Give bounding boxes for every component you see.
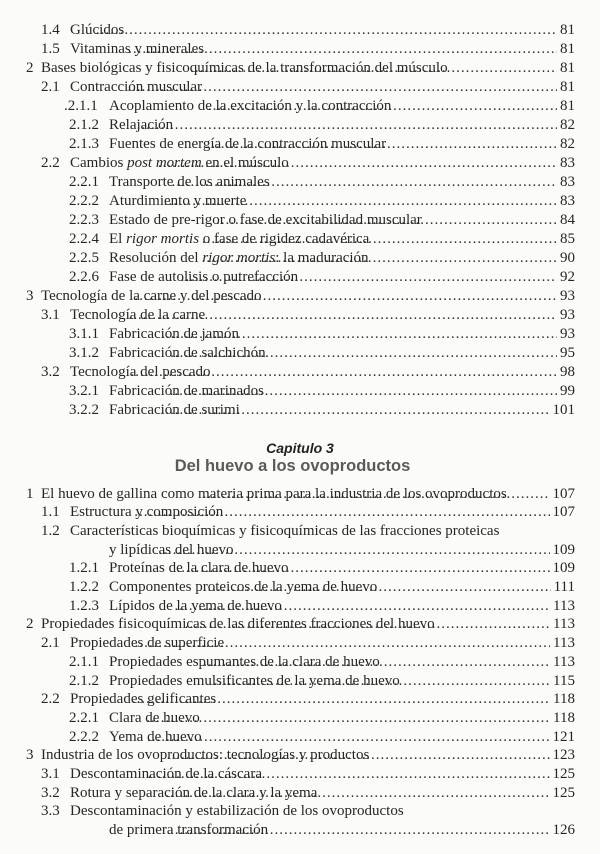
dot-leader bbox=[177, 559, 550, 578]
toc-entry-title bbox=[109, 97, 392, 116]
toc-entry[interactable] bbox=[0, 522, 575, 541]
toc-page-number: 81 bbox=[560, 59, 575, 76]
toc-entry-number: 3 bbox=[26, 287, 34, 304]
dot-leader bbox=[216, 211, 557, 230]
toc-entry-title bbox=[41, 485, 507, 504]
toc-entry[interactable] bbox=[0, 173, 575, 192]
title-text: Vitaminas y minerales bbox=[70, 40, 205, 57]
toc-entry-title bbox=[109, 382, 264, 401]
toc-page-number: 93 bbox=[560, 306, 575, 323]
toc-entry[interactable] bbox=[0, 211, 575, 230]
dot-leader bbox=[135, 634, 550, 653]
toc-entry-title bbox=[109, 728, 202, 747]
dot-leader bbox=[158, 541, 549, 560]
dot-leader bbox=[202, 249, 557, 268]
toc-page-number: 84 bbox=[560, 211, 575, 228]
toc-entry-title bbox=[70, 784, 318, 803]
toc-entry[interactable] bbox=[0, 135, 575, 154]
toc-entry-number: 3.2 bbox=[41, 363, 60, 380]
chapter-label: Capitulo 3 bbox=[266, 440, 334, 456]
toc-entry[interactable] bbox=[0, 672, 575, 691]
toc-page-number: 113 bbox=[553, 653, 575, 670]
title-text: Estructura y composición bbox=[70, 504, 224, 521]
toc-entry-number: 1.2 bbox=[41, 522, 60, 539]
toc-entry[interactable] bbox=[0, 268, 575, 287]
title-text: y lipídicas del huevo bbox=[109, 541, 234, 558]
toc-entry-number: 3 bbox=[26, 747, 34, 764]
toc-entry-number: 2 bbox=[26, 616, 34, 633]
title-text: Fabricación de salchichón bbox=[109, 344, 266, 361]
toc-entry-number: 3.3 bbox=[41, 803, 60, 820]
toc-entry-number: 1.5 bbox=[41, 40, 60, 57]
dot-leader bbox=[134, 503, 549, 522]
title-text: Propiedades gelificantes bbox=[70, 691, 217, 708]
toc-entry[interactable] bbox=[0, 382, 575, 401]
toc-page-number: 101 bbox=[552, 401, 575, 418]
toc-page-number: 121 bbox=[552, 728, 575, 745]
toc-entry[interactable] bbox=[0, 485, 575, 504]
toc-page-number: 113 bbox=[553, 616, 575, 633]
toc-entry[interactable] bbox=[0, 541, 575, 560]
toc-entry-number: 2.2.2 bbox=[69, 728, 99, 745]
toc-entry-number: 2.2.1 bbox=[69, 173, 99, 190]
title-text: Aturdimiento y muerte bbox=[109, 192, 247, 209]
toc-entry[interactable] bbox=[0, 615, 575, 634]
toc-entry-number: 1 bbox=[26, 485, 34, 502]
dot-leader bbox=[165, 784, 549, 803]
title-text: Propiedades fisicoquímicas de las diferentes fracciones del huevo bbox=[41, 616, 435, 633]
dot-leader bbox=[161, 401, 550, 420]
toc-page-number: 81 bbox=[560, 97, 575, 114]
toc-entry-number: 3.1 bbox=[41, 306, 60, 323]
toc-entry[interactable] bbox=[0, 690, 575, 709]
title-text: Tecnología de la carne bbox=[70, 306, 206, 323]
toc-page-number: 83 bbox=[560, 154, 575, 171]
toc-entry-title bbox=[109, 116, 174, 135]
toc-entry-number: 2.2.1 bbox=[69, 709, 99, 726]
dot-leader bbox=[167, 746, 550, 765]
toc-page-number: 113 bbox=[553, 597, 575, 614]
toc-entry-title bbox=[109, 135, 387, 154]
toc-entry[interactable] bbox=[0, 401, 575, 420]
toc-entry-title bbox=[70, 78, 203, 97]
title-italic: post mortem bbox=[127, 154, 202, 171]
toc-page-number: 118 bbox=[553, 709, 575, 726]
toc-entry-number: 2.1 bbox=[41, 635, 60, 652]
toc-page-number: 85 bbox=[560, 230, 575, 247]
toc-entry-number: 2.2.5 bbox=[69, 249, 99, 266]
toc-entry[interactable] bbox=[0, 40, 575, 59]
dot-leader bbox=[146, 709, 550, 728]
toc-entry-title bbox=[41, 59, 448, 78]
toc-entry-number: 3.2.2 bbox=[69, 401, 99, 418]
toc-entry[interactable] bbox=[0, 21, 575, 40]
dot-leader bbox=[147, 728, 549, 747]
toc-entry-title bbox=[70, 690, 217, 709]
title-text: Tecnología del pescado bbox=[70, 363, 211, 380]
dot-leader bbox=[208, 97, 557, 116]
toc-entry-number: 2.2 bbox=[41, 691, 60, 708]
toc-entry-title bbox=[109, 672, 400, 691]
toc-entry-title bbox=[70, 802, 404, 821]
toc-page-number: 125 bbox=[552, 766, 575, 782]
dot-leader bbox=[202, 485, 549, 504]
title-text: Descontaminación y estabilización de los ovoproductos bbox=[70, 803, 404, 820]
toc-entry-title bbox=[70, 363, 211, 382]
toc-page-number: 126 bbox=[552, 822, 575, 839]
title-text: Rotura y separación de la clara y la yema bbox=[70, 784, 318, 801]
title-italic: rigor mortis bbox=[126, 230, 200, 247]
toc-entry-title bbox=[109, 268, 299, 287]
title-text: Fabricación de surimi bbox=[109, 401, 240, 418]
toc-entry-number: 2.1 bbox=[41, 78, 60, 95]
toc-entry-number: 2.1.1 bbox=[69, 653, 99, 670]
toc-entry-title bbox=[109, 249, 369, 268]
toc-entry[interactable] bbox=[0, 728, 575, 747]
dot-leader bbox=[174, 597, 550, 616]
toc-page-number: 107 bbox=[552, 485, 575, 502]
dot-leader bbox=[127, 78, 557, 97]
toc-entry-title bbox=[41, 287, 262, 306]
title-text: : la maduración bbox=[275, 249, 369, 266]
toc-entry-title bbox=[109, 597, 282, 616]
dot-leader bbox=[170, 382, 557, 401]
toc-entry-number: 2.1.2 bbox=[69, 672, 99, 689]
toc-entry-number: 1.2.3 bbox=[69, 597, 99, 614]
dot-leader bbox=[148, 765, 550, 784]
toc-entry-title bbox=[109, 653, 380, 672]
toc-entry-number: 3.1.1 bbox=[69, 325, 99, 342]
toc-entry-number: 3.1.2 bbox=[69, 344, 99, 361]
dot-leader bbox=[181, 268, 557, 287]
title-text: Acoplamiento de la excitación y la contracción bbox=[109, 97, 392, 114]
title-text: Proteínas de la clara de huevo bbox=[109, 560, 289, 577]
toc-entry-title bbox=[109, 325, 239, 344]
toc-entry-title bbox=[109, 821, 269, 840]
toc-page-number: 81 bbox=[560, 78, 575, 95]
chapter-title: Del huevo a los ovoproductos bbox=[174, 457, 411, 475]
toc-entry-number: 2 bbox=[26, 59, 34, 76]
title-text: Fabricación de marinados bbox=[109, 382, 264, 399]
toc-entry[interactable] bbox=[0, 802, 575, 821]
title-text: Contracción muscular bbox=[70, 78, 203, 95]
title-text: Resolución del bbox=[109, 249, 203, 266]
dot-leader bbox=[161, 325, 557, 344]
title-text: Yema de huevo bbox=[109, 728, 202, 745]
toc-entry-title bbox=[109, 541, 234, 560]
dot-leader bbox=[128, 40, 557, 59]
title-text: Propiedades de superficie bbox=[70, 635, 225, 652]
toc-entry-title bbox=[109, 709, 200, 728]
toc-page-number: 109 bbox=[552, 541, 575, 558]
dot-leader bbox=[206, 135, 557, 154]
toc-entry[interactable] bbox=[0, 597, 575, 616]
toc-entry-number: 1.2.2 bbox=[69, 579, 99, 595]
toc-entry[interactable] bbox=[0, 116, 575, 135]
title-text: Tecnología de la carne y del pescado bbox=[41, 287, 262, 304]
toc-page-number: 123 bbox=[552, 747, 575, 764]
dot-leader bbox=[135, 287, 557, 306]
toc-entry[interactable] bbox=[0, 344, 575, 363]
toc-entry[interactable] bbox=[0, 765, 575, 784]
title-text: Bases biológicas y fisicoquímicas de la transformación del músculo bbox=[41, 59, 448, 76]
toc-page-number: 98 bbox=[560, 363, 575, 380]
toc-entry-number: 1.1 bbox=[41, 504, 60, 521]
dot-leader bbox=[203, 578, 551, 597]
toc-entry[interactable] bbox=[0, 578, 575, 597]
dot-leader bbox=[190, 59, 557, 78]
toc-entry-title bbox=[70, 306, 206, 325]
toc-entry-title bbox=[41, 746, 370, 765]
toc-entry-number: 2.1.2 bbox=[69, 116, 99, 133]
title-text: Clara de huevo bbox=[109, 709, 200, 726]
toc-entry-number: 3.2 bbox=[41, 784, 60, 801]
title-text: Propiedades espumantes de la clara de huevo bbox=[109, 653, 380, 670]
toc-page-number: 109 bbox=[552, 560, 575, 577]
toc-entry-title bbox=[70, 522, 499, 541]
toc-entry-title bbox=[109, 230, 370, 249]
toc-entry-title bbox=[109, 173, 270, 192]
title-text: o fase de rigidez cadavérica bbox=[199, 230, 370, 247]
dot-leader bbox=[209, 672, 550, 691]
dot-leader bbox=[203, 653, 550, 672]
title-text: Descontaminación de la cáscara bbox=[70, 766, 262, 782]
toc-entry[interactable] bbox=[0, 325, 575, 344]
toc-page-number: 93 bbox=[560, 325, 575, 342]
toc-entry-title bbox=[109, 401, 240, 420]
dot-leader bbox=[96, 21, 557, 40]
toc-entry-title bbox=[109, 192, 247, 211]
title-text: Fabricación de jamón bbox=[109, 325, 239, 342]
toc-entry-title bbox=[70, 765, 262, 784]
toc-page-number: 125 bbox=[552, 784, 575, 801]
toc-entry[interactable] bbox=[0, 363, 575, 382]
toc-entry-number: 1.2.1 bbox=[69, 560, 99, 577]
title-text: de primera transformación bbox=[109, 822, 269, 839]
title-italic: rigor mortis bbox=[202, 249, 276, 266]
title-text: Lípidos de la yema de huevo bbox=[109, 597, 282, 614]
toc-entry-title bbox=[109, 344, 266, 363]
toc-entry-title bbox=[109, 211, 422, 230]
toc-entry[interactable] bbox=[0, 230, 575, 249]
toc-entry-title bbox=[109, 559, 289, 578]
dot-leader bbox=[172, 173, 558, 192]
toc-entry-number: 2.1.3 bbox=[69, 135, 99, 152]
toc-entry[interactable] bbox=[0, 97, 575, 116]
toc-entry-title bbox=[41, 615, 435, 634]
toc-entry[interactable] bbox=[0, 154, 575, 173]
toc-page-number: 83 bbox=[560, 173, 575, 190]
title-text: Glúcidos bbox=[70, 21, 125, 38]
toc-entry-number: 2.2 bbox=[41, 154, 60, 171]
toc-page-number: 95 bbox=[560, 344, 575, 361]
toc-page-number: 82 bbox=[560, 116, 575, 133]
toc-entry[interactable] bbox=[0, 249, 575, 268]
toc-entry[interactable] bbox=[0, 746, 575, 765]
toc-entry[interactable] bbox=[0, 709, 575, 728]
toc-entry-number: 3.1 bbox=[41, 766, 60, 782]
toc-entry[interactable] bbox=[0, 784, 575, 803]
title-text: Industria de los ovoproductos: tecnologías y productos bbox=[41, 747, 370, 764]
toc-page-number: 118 bbox=[553, 691, 575, 708]
toc-entry-number: 3.2.1 bbox=[69, 382, 99, 399]
toc-entry-number: 1.4 bbox=[41, 21, 60, 38]
toc-entry-title bbox=[109, 578, 378, 597]
title-text: Características bioquímicas y fisicoquímicas de las fracciones proteicas bbox=[70, 522, 500, 539]
dot-leader bbox=[185, 615, 550, 634]
toc-entry[interactable] bbox=[0, 306, 575, 325]
toc-entry-title bbox=[70, 634, 225, 653]
dot-leader bbox=[132, 690, 550, 709]
title-text: Estado de pre-rigor o fase de excitabilidad muscular bbox=[109, 211, 422, 228]
toc-entry[interactable] bbox=[0, 78, 575, 97]
dot-leader bbox=[129, 306, 558, 325]
dot-leader bbox=[202, 230, 557, 249]
dot-leader bbox=[137, 116, 557, 135]
toc-page-number: 83 bbox=[560, 192, 575, 209]
toc-page-number: 81 bbox=[560, 40, 575, 57]
toc-entry[interactable] bbox=[0, 59, 575, 78]
toc-entry-number: 2.2.2 bbox=[69, 192, 99, 209]
toc-page-number: 107 bbox=[552, 504, 575, 521]
toc-entry-number: 2.2.3 bbox=[69, 211, 99, 228]
toc-entry[interactable] bbox=[0, 653, 575, 672]
title-text: Cambios bbox=[70, 154, 128, 171]
toc-entry[interactable] bbox=[0, 559, 575, 578]
title-text: El huevo de gallina como materia prima para la industria de los ovoproductos bbox=[41, 485, 507, 502]
toc-entry[interactable] bbox=[0, 192, 575, 211]
dot-leader bbox=[164, 192, 557, 211]
toc-entry-title bbox=[70, 503, 224, 522]
dot-leader bbox=[170, 821, 550, 840]
dot-leader bbox=[158, 154, 557, 173]
title-text: Fuentes de energía de la contracción muscular bbox=[109, 135, 387, 152]
title-text: Componentes proteicos de la yema de huevo bbox=[109, 579, 378, 595]
toc-entry[interactable] bbox=[0, 503, 575, 522]
title-text: en el músculo bbox=[201, 154, 289, 171]
toc-entry[interactable] bbox=[0, 634, 575, 653]
toc-page-number: 115 bbox=[553, 672, 575, 689]
title-text: Transporte de los animales bbox=[109, 173, 270, 190]
title-text: El bbox=[109, 230, 127, 247]
toc-page-number: 99 bbox=[560, 382, 575, 399]
toc-page-number: 111 bbox=[553, 579, 575, 595]
toc-entry[interactable] bbox=[0, 287, 575, 306]
toc-entry-title bbox=[70, 40, 205, 59]
title-text: Relajación bbox=[109, 116, 174, 133]
dot-leader bbox=[170, 344, 557, 363]
dot-leader bbox=[131, 363, 557, 382]
toc-entry-number: 2.2.6 bbox=[69, 268, 99, 285]
toc-entry-title bbox=[70, 154, 289, 173]
toc-page-number: 90 bbox=[560, 249, 575, 266]
title-text: Propiedades emulsificantes de la yema de huevo bbox=[109, 672, 400, 689]
toc-entry-title bbox=[70, 21, 125, 40]
toc-page-number: 82 bbox=[560, 135, 575, 152]
toc-page-number: 92 bbox=[560, 268, 575, 285]
toc-page-number: 113 bbox=[553, 635, 575, 652]
title-text: Fase de autolisis o putrefacción bbox=[109, 268, 299, 285]
toc-entry-number: .2.1.1 bbox=[64, 97, 98, 114]
toc-page-number: 81 bbox=[560, 21, 575, 38]
toc-entry-number: 2.2.4 bbox=[69, 230, 99, 247]
toc-page-number: 93 bbox=[560, 287, 575, 304]
toc-entry[interactable] bbox=[0, 821, 575, 840]
